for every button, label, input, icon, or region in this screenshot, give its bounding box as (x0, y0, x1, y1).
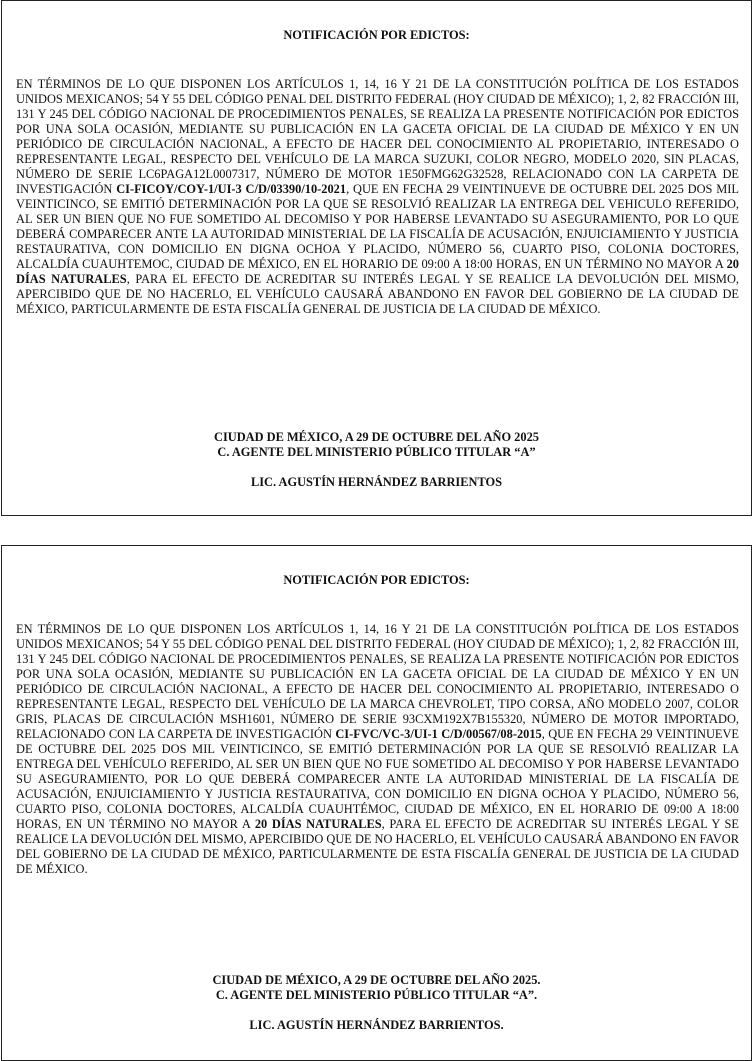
investigation-folder-number: CI-FICOY/COY-1/UI-3 C/D/03390/10-2021 (116, 182, 347, 196)
signature-block (2, 973, 751, 1033)
notice-body-text-2: , QUE EN FECHA 29 VEINTINUEVE DE OCTUBRE DEL 2025 DOS MIL VEINTICINCO, SE EMITIÓ DETERMINACIÓN POR LA QUE SE RESOLVIÓ REALIZAR LA ENTREGA DEL VEHÍCULO REFERIDO, AL SER UN BIEN QUE NO FUE SOMETIDO AL DECOMISO Y POR HABERSE LEVANTADO SU ASEGURAMIENTO, POR LO QUE DEBERÁ COMPARECER ANTE LA AUTORIDAD MINISTERIAL DE LA FISCALÍA DE ACUSACIÓN, ENJUICIAMIENTO Y JUSTICIA RESTAURATIVA, CON DOMICILIO EN DIGNA OCHOA Y PLACIDO, NÚMERO 56, CUARTO PISO, COLONIA DOCTORES, ALCALDÍA CUAUHTÉMOC, CIUDAD DE MÉXICO, EN EL HORARIO DE 09:00 A 18:00 HORAS, EN UN TÉRMINO NO MAYOR A (16, 727, 739, 831)
notice-body-text-3: , PARA EL EFECTO DE ACREDITAR SU INTERÉS LEGAL Y SE REALICE LA DEVOLUCIÓN DEL MISMO, APERCIBIDO QUE DE NO HACERLO, EL VEHÍCULO CAUSARÁ ABANDONO EN FAVOR DEL GOBIERNO DE LA CIUDAD DE MÉXICO, PARTICULARMENTE DE ESTA FISCALÍA GENERAL DE JUSTICIA DE LA CIUDAD DE MÉXICO. (16, 817, 739, 876)
deadline-text: 20 DÍAS NATURALES (16, 257, 739, 286)
signature-date-line: CIUDAD DE MÉXICO, A 29 DE OCTUBRE DEL AÑO 2025. (212, 973, 541, 987)
edict-notice-2 (1, 545, 752, 1061)
signature-date-line: CIUDAD DE MÉXICO, A 29 DE OCTUBRE DEL AÑO 2025 (214, 430, 539, 444)
signature-role-line: C. AGENTE DEL MINISTERIO PÚBLICO TITULAR “A” (217, 445, 536, 459)
signature-role-line: C. AGENTE DEL MINISTERIO PÚBLICO TITULAR “A”. (215, 988, 538, 1002)
notice-body-text-1: EN TÉRMINOS DE LO QUE DISPONEN LOS ARTÍCULOS 1, 14, 16 Y 21 DE LA CONSTITUCIÓN POLÍTICA DE LOS ESTADOS UNIDOS MEXICANOS; 54 Y 55 DEL CÓDIGO PENAL DEL DISTRITO FEDERAL (HOY CIUDAD DE MÉXICO); 1, 2, 82 FRACCIÓN III, 131 Y 245 DEL CÓDIGO NACIONAL DE PROCEDIMIENTOS PENALES, SE REALIZA LA PRESENTE NOTIFICACIÓN POR EDICTOS POR UNA SOLA OCASIÓN, MEDIANTE SU PUBLICACIÓN EN LA GACETA OFICIAL DE LA CIUDAD DE MÉXICO Y EN UN PERIÓDICO DE CIRCULACIÓN NACIONAL, A EFECTO DE HACER DEL CONOCIMIENTO AL PROPIETARIO, INTERESADO O REPRESENTANTE LEGAL, RESPECTO DEL VEHÍCULO DE LA MARCA CHEVROLET, TIPO CORSA, AÑO MODELO 2007, COLOR GRIS, PLACAS DE CIRCULACIÓN MSH1601, NÚMERO DE SERIE 93CXM192X7B155320, NÚMERO DE MOTOR IMPORTADO, RELACIONADO CON LA CARPETA DE INVESTIGACIÓN (16, 622, 739, 741)
notice-body (16, 77, 739, 317)
deadline-text: 20 DÍAS NATURALES (254, 817, 382, 831)
signature-name-line: LIC. AGUSTÍN HERNÁNDEZ BARRIENTOS. (249, 1018, 504, 1032)
notice-body-text-1: EN TÉRMINOS DE LO QUE DISPONEN LOS ARTÍCULOS 1, 14, 16 Y 21 DE LA CONSTITUCIÓN POLÍTICA DE LOS ESTADOS UNIDOS MEXICANOS; 54 Y 55 DEL CÓDIGO PENAL DEL DISTRITO FEDERAL (HOY CIUDAD DE MÉXICO); 1, 2, 82 FRACCIÓN III, 131 Y 245 DEL CÓDIGO NACIONAL DE PROCEDIMIENTOS PENALES, SE REALIZA LA PRESENTE NOTIFICACIÓN POR EDICTOS POR UNA SOLA OCASIÓN, MEDIANTE SU PUBLICACIÓN EN LA GACETA OFICIAL DE LA CIUDAD DE MÉXICO Y EN UN PERIÓDICO DE CIRCULACIÓN NACIONAL, A EFECTO DE HACER DEL CONOCIMIENTO AL PROPIETARIO, INTERESADO O REPRESENTANTE LEGAL, RESPECTO DEL VEHÍCULO DE LA MARCA SUZUKI, COLOR NEGRO, MODELO 2020, SIN PLACAS, NÚMERO DE SERIE LC6PAGA12L0007317, NÚMERO DE MOTOR 1E50FMG62G32528, RELACIONADO CON LA CARPETA DE INVESTIGACIÓN (16, 77, 739, 196)
investigation-folder-number: CI-FVC/VC-3/UI-1 C/D/00567/08-2015 (335, 727, 542, 741)
signature-block (2, 430, 751, 490)
notice-body-text-2: , QUE EN FECHA 29 VEINTINUEVE DE OCTUBRE DEL 2025 DOS MIL VEINTICINCO, SE EMITIÓ DETERMINACIÓN POR LA QUE SE RESOLVIÓ REALIZAR LA ENTREGA DEL VEHICULO REFERIDO, AL SER UN BIEN QUE NO FUE SOMETIDO AL DECOMISO Y POR HABERSE LEVANTADO SU ASEGURAMIENTO, POR LO QUE DEBERÁ COMPARECER ANTE LA AUTORIDAD MINISTERIAL DE LA FISCALÍA DE ACUSACIÓN, ENJUICIAMIENTO Y JUSTICIA RESTAURATIVA, CON DOMICILIO EN DIGNA OCHOA Y PLACIDO, NÚMERO 56, CUARTO PISO, COLONIA DOCTORES, ALCALDÍA CUAUHTEMOC, CIUDAD DE MÉXICO, EN EL HORARIO DE 09:00 A 18:00 HORAS, EN UN TÉRMINO NO MAYOR A (16, 182, 739, 271)
notice-title: NOTIFICACIÓN POR EDICTOS: (283, 573, 470, 587)
edict-notice-1 (1, 0, 752, 516)
notice-body (16, 622, 739, 877)
signature-name-line: LIC. AGUSTÍN HERNÁNDEZ BARRIENTOS (250, 475, 503, 489)
notice-body-text-3: , PARA EL EFECTO DE ACREDITAR SU INTERÉS LEGAL Y SE REALICE LA DEVOLUCIÓN DEL MISMO, APERCIBIDO QUE DE NO HACERLO, EL VEHÍCULO CAUSARÁ ABANDONO EN FAVOR DEL GOBIERNO DE LA CIUDAD DE MÉXICO, PARTICULARMENTE DE ESTA FISCALÍA GENERAL DE JUSTICIA DE LA CIUDAD DE MÉXICO. (16, 272, 739, 316)
notice-title: NOTIFICACIÓN POR EDICTOS: (283, 28, 470, 42)
